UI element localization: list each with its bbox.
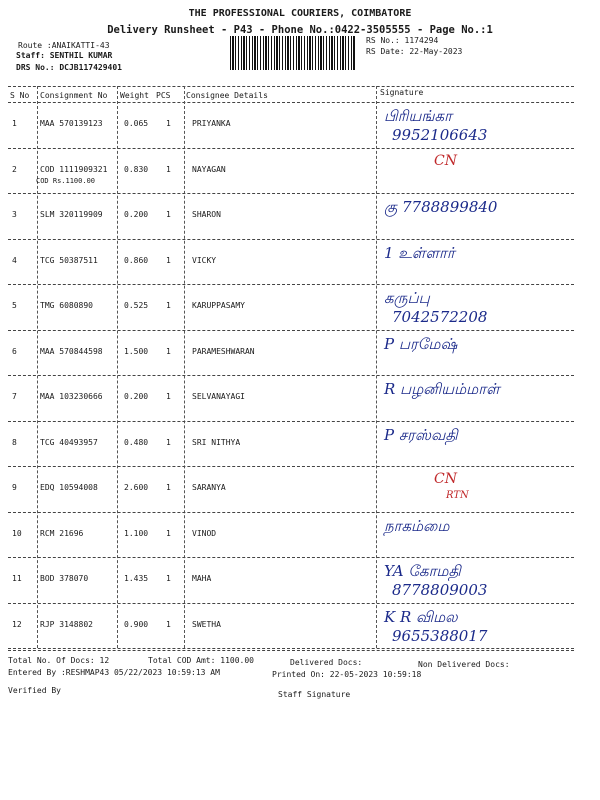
row-consignee-name: PARAMESHWARAN [192, 346, 255, 356]
barcode [230, 36, 355, 70]
row-rule [8, 557, 574, 558]
row-rule [8, 284, 574, 285]
rs-no-line: RS No.: 1174294 [366, 36, 439, 45]
row-weight: 0.200 [124, 210, 149, 219]
row-consignee-name: SWETHA [192, 619, 221, 629]
drs-line: DRS No.: DCJB117429401 [16, 63, 122, 72]
total-docs: Total No. Of Docs: 12 [8, 656, 110, 665]
row-consignment-no: EDQ 10594008 [40, 483, 98, 492]
row-consignee-name: SELVANAYAGI [192, 392, 245, 401]
row-sno: 5 [12, 301, 17, 310]
row-consignment-no: MAA 570139123 [40, 119, 103, 128]
row-weight: 0.860 [124, 255, 149, 265]
row-rule [8, 648, 574, 649]
row-signature-phone: 9655388017 [392, 626, 488, 645]
row-pcs: 1 [166, 210, 171, 219]
row-consignee-name: MAHA [192, 574, 212, 583]
row-rule [8, 375, 574, 376]
row-consignment-no: TMG 6080890 [40, 301, 93, 310]
row-consignee-name: VINOD [192, 528, 217, 538]
rs-date-line: RS Date: 22-May-2023 [366, 47, 463, 56]
row-pcs: 1 [166, 346, 171, 356]
row-rule [8, 421, 574, 422]
col-consignee: Consignee Details [186, 91, 268, 100]
route-line: Route :ANAIKATTI-43 [18, 41, 110, 50]
row-rule [8, 193, 574, 194]
row-sno: 11 [12, 574, 22, 583]
row-consignee-name: PRIYANKA [192, 119, 231, 128]
row-consignment-no: TCG 40493957 [40, 437, 98, 447]
row-weight: 0.830 [124, 164, 149, 174]
printed-on: Printed On: 22-05-2023 10:59:18 [272, 670, 422, 679]
row-pcs: 1 [166, 392, 171, 401]
row-consignment-no: SLM 320119909 [40, 210, 103, 219]
row-rule [8, 512, 574, 513]
staff-line: Staff: SENTHIL KUMAR [16, 51, 113, 60]
row-signature-phone: RTN [446, 490, 469, 501]
row-sno: 1 [12, 119, 17, 128]
row-consignment-no: TCG 50387511 [40, 255, 98, 265]
row-weight: 0.200 [124, 392, 149, 401]
row-consignee-name: SARANYA [192, 483, 226, 492]
col-divider [117, 86, 118, 648]
row-signature: CN [434, 152, 457, 169]
row-sno: 8 [12, 437, 17, 447]
row-rule [8, 148, 574, 149]
row-consignee-name: SHARON [192, 210, 221, 219]
row-pcs: 1 [166, 437, 171, 447]
non-delivered-docs: Non Delivered Docs: [418, 660, 510, 669]
row-signature: P பரமேஷ் [384, 334, 458, 353]
row-pcs: 1 [166, 528, 171, 538]
col-sno: S No [10, 91, 30, 100]
company-title: THE PROFESSIONAL COURIERS, COIMBATORE [188, 8, 412, 19]
entered-by: Entered By :RESHMAP43 05/22/2023 10:59:13 AM [8, 668, 220, 677]
row-signature: K R விமல [384, 607, 458, 626]
row-weight: 1.500 [124, 346, 149, 356]
row-weight: 0.480 [124, 437, 149, 447]
footer-rule [8, 650, 574, 651]
delivered-docs: Delivered Docs: [290, 658, 363, 667]
row-signature: பிரியங்கா [384, 107, 452, 125]
row-rule [8, 603, 574, 604]
row-weight: 0.065 [124, 119, 149, 128]
row-signature: R பழனியம்மாள் [384, 380, 500, 398]
row-signature: P சரஸ்வதி [384, 425, 458, 444]
row-rule [8, 330, 574, 331]
table-top-rule [8, 86, 574, 87]
row-sno: 6 [12, 346, 17, 356]
col-divider [376, 86, 377, 648]
row-pcs: 1 [166, 119, 171, 128]
row-consignment-no: MAA 570844598 [40, 346, 103, 356]
row-signature-phone: 9952106643 [392, 126, 488, 144]
row-signature: கு 7788899840 [384, 198, 498, 216]
row-weight: 1.435 [124, 574, 149, 583]
row-weight: 0.900 [124, 619, 149, 629]
row-sno: 10 [12, 528, 22, 538]
row-pcs: 1 [166, 619, 171, 629]
row-sno: 7 [12, 392, 17, 401]
row-signature-phone: 8778809003 [392, 581, 488, 599]
col-consignment: Consignment No [40, 91, 108, 100]
row-sno: 12 [12, 619, 22, 629]
row-cod-note: COD Rs.1100.00 [36, 176, 96, 185]
row-consignee-name: NAYAGAN [192, 164, 226, 174]
row-consignment-no: RJP 3148802 [40, 619, 93, 629]
row-consignment-no: BOD 378070 [40, 574, 89, 583]
row-pcs: 1 [166, 164, 171, 174]
row-rule [8, 239, 574, 240]
row-pcs: 1 [166, 255, 171, 265]
row-weight: 0.525 [124, 301, 149, 310]
row-signature: CN [434, 471, 457, 487]
row-pcs: 1 [166, 574, 171, 583]
row-weight: 2.600 [124, 483, 149, 492]
row-signature: 1 உள்ளார் [384, 243, 455, 262]
row-sno: 3 [12, 210, 17, 219]
row-consignment-no: MAA 103230666 [40, 392, 103, 401]
col-signature: Signature [380, 88, 424, 97]
row-pcs: 1 [166, 483, 171, 492]
row-pcs: 1 [166, 301, 171, 310]
row-signature: கருப்பு [384, 289, 430, 307]
row-consignee-name: VICKY [192, 255, 217, 265]
row-sno: 9 [12, 483, 17, 492]
row-signature: YA கோமதி [384, 562, 461, 580]
row-signature: நாகம்மை [384, 516, 450, 535]
col-weight: Weight [120, 91, 149, 100]
row-consignee-name: SRI NITHYA [192, 437, 241, 447]
row-sno: 4 [12, 255, 17, 265]
row-consignee-name: KARUPPASAMY [192, 301, 245, 310]
col-divider [184, 86, 185, 648]
staff-signature-label: Staff Signature [278, 690, 351, 699]
verified-by: Verified By [8, 686, 61, 695]
row-weight: 1.100 [124, 528, 149, 538]
row-rule [8, 466, 574, 467]
col-divider [37, 86, 38, 648]
runsheet-title: Delivery Runsheet - P43 - Phone No.:0422-3505555 - Page No.:1 [107, 24, 493, 36]
total-cod: Total COD Amt: 1100.00 [148, 656, 254, 665]
header-rule [8, 102, 574, 103]
row-consignment-no: COD 1111909321 [40, 164, 108, 174]
row-signature-phone: 7042572208 [392, 308, 488, 326]
col-pcs: PCS [156, 91, 171, 100]
row-consignment-no: RCM 21696 [40, 528, 84, 538]
row-sno: 2 [12, 164, 17, 174]
